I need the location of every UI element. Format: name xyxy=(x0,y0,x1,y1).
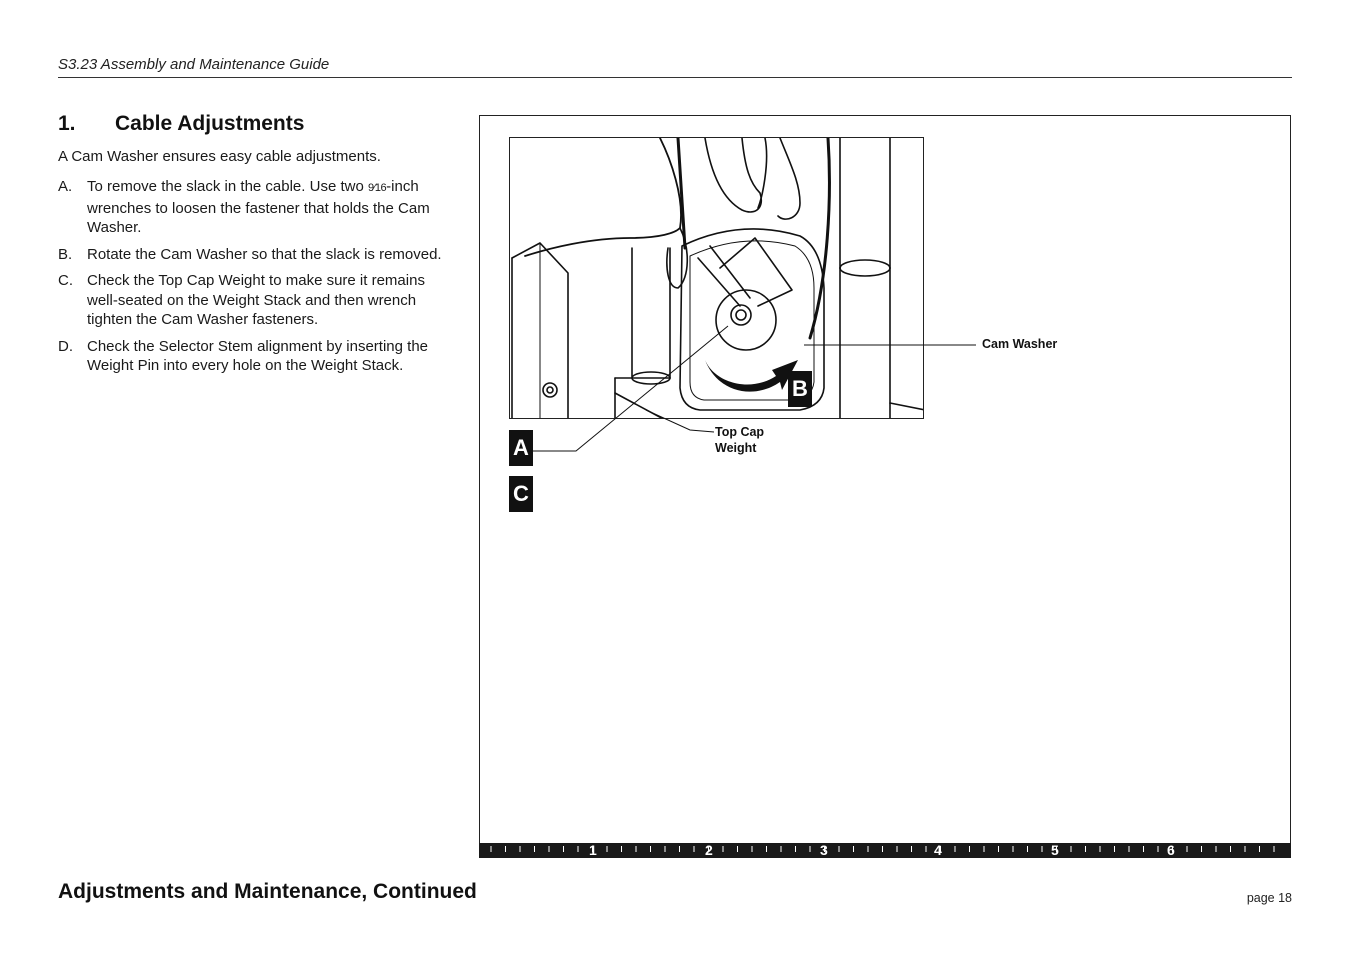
ruler-number: 4 xyxy=(934,842,942,858)
top-cap-label-line: Top Cap xyxy=(715,425,765,439)
top-cap-weight-label xyxy=(715,424,764,456)
step-item-d xyxy=(58,337,458,376)
step-tag-c: C xyxy=(509,476,533,512)
cam-washer-illustration xyxy=(509,137,924,419)
step-letter: C. xyxy=(58,272,73,289)
footer-section-title: Adjustments and Maintenance, Continued xyxy=(58,880,477,903)
step-item-a xyxy=(58,177,458,238)
header-divider xyxy=(58,77,1292,78)
section-number: 1. xyxy=(58,112,76,135)
step-letter: D. xyxy=(58,337,73,355)
step-letter: B. xyxy=(58,245,73,263)
ruler-number: 6 xyxy=(1167,842,1175,858)
document-header-title: S3.23 Assembly and Maintenance Guide xyxy=(58,56,330,73)
cam-washer-label: Cam Washer xyxy=(982,337,1058,351)
step-text: Check the Top Cap Weight to make sure it remains well-seated on the Weight Stack and then wrench tighten the Cam Washer fasteners. xyxy=(87,272,425,328)
section-title-text: Cable Adjustments xyxy=(115,112,305,135)
step-text-part: -inch wrenches to loosen the fastener that holds the Cam Washer. xyxy=(87,178,430,236)
section-intro: A Cam Washer ensures easy cable adjustments. xyxy=(58,148,381,165)
top-cap-label-line: Weight xyxy=(715,441,757,455)
ruler-number: 1 xyxy=(589,842,597,858)
ruler-number: 2 xyxy=(705,842,713,858)
step-text-part: To remove the slack in the cable. Use two xyxy=(87,178,368,195)
step-list xyxy=(58,177,458,383)
step-text: Check the Selector Stem alignment by inserting the Weight Pin into every hole on the Weight Stack. xyxy=(87,337,429,374)
step-letter: A. xyxy=(58,178,73,195)
ruler-number: 3 xyxy=(820,842,828,858)
step-item-b xyxy=(58,245,458,265)
step-tag-b: B xyxy=(788,371,812,407)
wrench-size-fraction: 9⁄16 xyxy=(367,182,387,194)
section-heading xyxy=(58,112,304,136)
step-text: Rotate the Cam Washer so that the slack is removed. xyxy=(87,245,442,263)
scale-ruler xyxy=(479,843,1291,858)
ruler-number: 5 xyxy=(1051,842,1059,858)
page-number: page 18 xyxy=(1246,891,1292,905)
line-drawing xyxy=(510,138,924,419)
step-tag-a: A xyxy=(509,430,533,466)
step-item-c xyxy=(58,271,458,330)
